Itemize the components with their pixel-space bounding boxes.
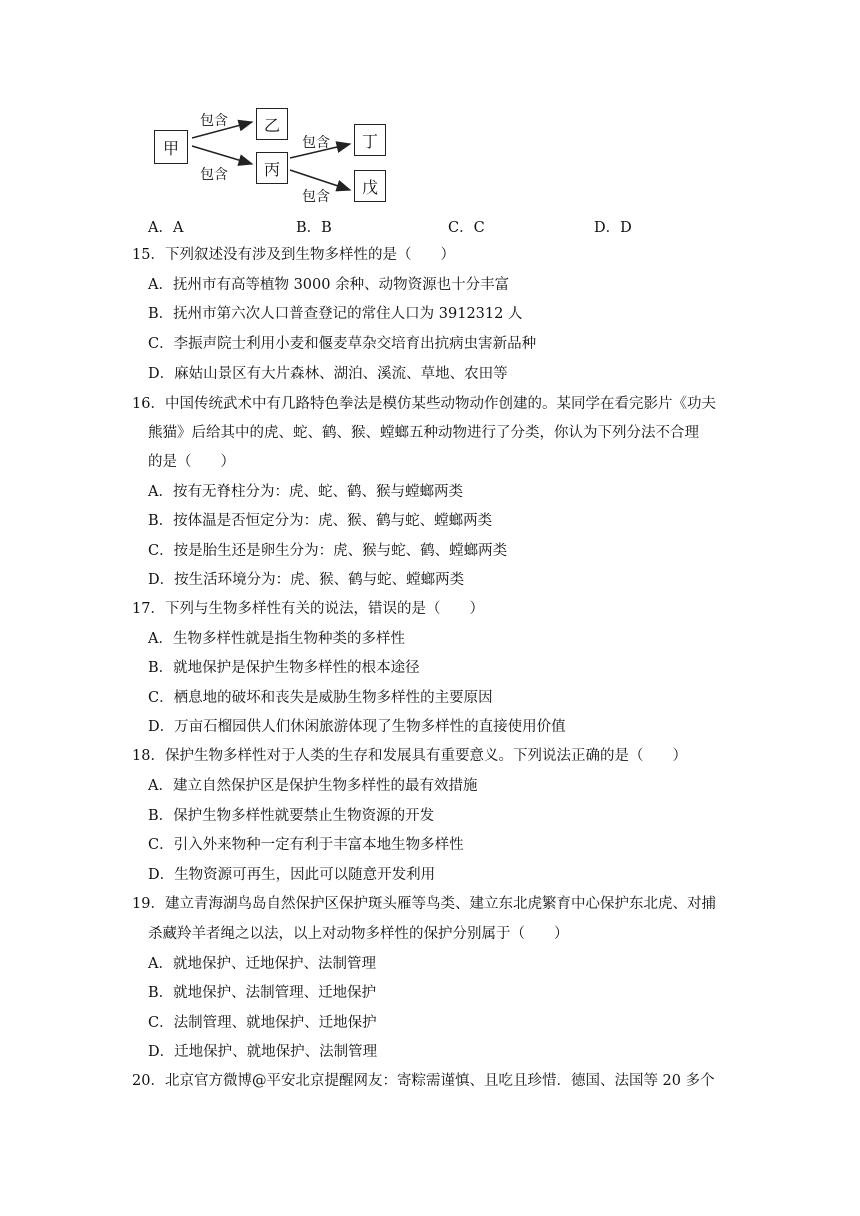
node-wu: 戊 bbox=[354, 170, 386, 202]
q19-option-b: B．就地保护、法制管理、迁地保护 bbox=[148, 985, 377, 1001]
q16-stem-line-2: 熊猫》后给其中的虎、蛇、鹤、猴、螳螂五种动物进行了分类，你认为下列分法不合理 bbox=[148, 425, 699, 441]
q18-option-a: A．建立自然保护区是保护生物多样性的最有效措施 bbox=[148, 778, 478, 794]
q19-option-a: A．就地保护、迁地保护、法制管理 bbox=[148, 956, 376, 972]
q14-option-b: B．B bbox=[296, 220, 332, 236]
q15-option-c: C．李振声院士利用小麦和偃麦草杂交培育出抗病虫害新品种 bbox=[148, 336, 537, 352]
q18-option-c: C．引入外来物种一定有利于丰富本地生物多样性 bbox=[148, 837, 464, 853]
q14-option-a: A．A bbox=[148, 220, 184, 236]
node-ding: 丁 bbox=[354, 124, 386, 156]
q14-options bbox=[148, 216, 728, 238]
q16-option-b: B．按体温是否恒定分为：虎、猴、鹤与蛇、螳螂两类 bbox=[148, 513, 493, 529]
q15-stem: 15．下列叙述没有涉及到生物多样性的是（ ） bbox=[132, 247, 455, 263]
node-yi: 乙 bbox=[256, 108, 288, 140]
containment-diagram bbox=[148, 100, 408, 210]
q15-option-b: B．抚州市第六次人口普查登记的常住人口为 3912312 人 bbox=[148, 306, 523, 322]
edge-label-jia-bing: 包含 bbox=[200, 167, 228, 183]
q15-option-a: A．抚州市有高等植物 3000 余种、动物资源也十分丰富 bbox=[148, 277, 510, 293]
q14-option-c: C．C bbox=[448, 220, 485, 236]
q17-option-b: B．就地保护是保护生物多样性的根本途径 bbox=[148, 660, 420, 676]
q15-option-d: D．麻姑山景区有大片森林、湖泊、溪流、草地、农田等 bbox=[148, 366, 508, 382]
q19-option-d: D．迁地保护、就地保护、法制管理 bbox=[148, 1044, 378, 1060]
q16-stem-line-1: 16．中国传统武术中有几路特色拳法是模仿某些动物动作创建的。某同学在看完影片《功夫 bbox=[132, 396, 716, 412]
q18-option-d: D．生物资源可再生，因此可以随意开发利用 bbox=[148, 867, 436, 883]
edge-label-bing-ding: 包含 bbox=[302, 135, 330, 151]
edge-label-jia-yi: 包含 bbox=[200, 113, 228, 129]
q19-stem-line-2: 杀藏羚羊者绳之以法，以上对动物多样性的保护分别属于（ ） bbox=[148, 926, 569, 942]
q17-stem: 17．下列与生物多样性有关的说法，错误的是（ ） bbox=[132, 601, 484, 617]
arrow-jia-bing bbox=[192, 146, 252, 164]
edge-label-bing-wu: 包含 bbox=[302, 189, 330, 205]
q16-option-a: A．按有无脊柱分为：虎、蛇、鹤、猴与螳螂两类 bbox=[148, 484, 463, 500]
node-bing: 丙 bbox=[256, 152, 288, 184]
q20-stem-line-1: 20．北京官方微博@平安北京提醒网友：寄粽需谨慎、且吃且珍惜．德国、法国等 20 多个 bbox=[132, 1073, 715, 1089]
q19-stem-line-1: 19．建立青海湖鸟岛自然保护区保护斑头雁等鸟类、建立东北虎繁育中心保护东北虎、对捕 bbox=[132, 896, 716, 912]
q16-stem-line-3: 的是（ ） bbox=[148, 454, 235, 470]
q17-option-d: D．万亩石榴园供人们休闲旅游体现了生物多样性的直接使用价值 bbox=[148, 719, 566, 735]
q18-option-b: B．保护生物多样性就要禁止生物资源的开发 bbox=[148, 808, 435, 824]
q18-stem: 18．保护生物多样性对于人类的生存和发展具有重要意义。下列说法正确的是（ ） bbox=[132, 748, 687, 764]
q16-option-d: D．按生活环境分为：虎、猴、鹤与蛇、螳螂两类 bbox=[148, 572, 465, 588]
q17-option-a: A．生物多样性就是指生物种类的多样性 bbox=[148, 631, 405, 647]
node-jia: 甲 bbox=[154, 130, 188, 164]
q19-option-c: C．法制管理、就地保护、迁地保护 bbox=[148, 1015, 377, 1031]
q16-option-c: C．按是胎生还是卵生分为：虎、猴与蛇、鹤、螳螂两类 bbox=[148, 543, 508, 559]
q17-option-c: C．栖息地的破坏和丧失是威胁生物多样性的主要原因 bbox=[148, 690, 493, 706]
q14-option-d: D．D bbox=[594, 220, 632, 236]
